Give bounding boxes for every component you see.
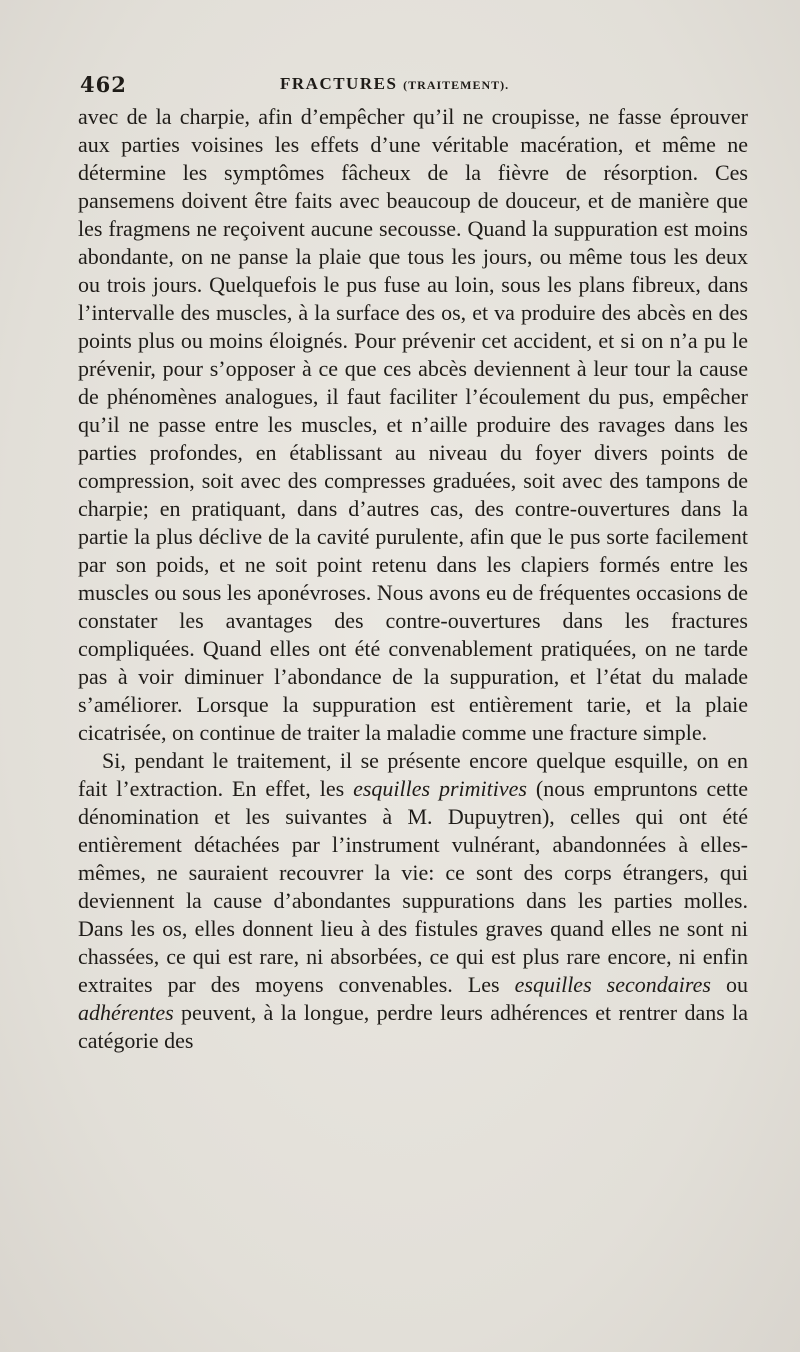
- italic-term: adhérentes: [78, 1000, 174, 1025]
- text-run: Si, pendant le traitement, il se présente encore quelque esquille, on en fait l’extraction. En effet, les: [78, 748, 748, 801]
- paragraph: [78, 103, 748, 747]
- text-run: (nous empruntons cette dénomination et les suivantes à M. Dupuytren), celles qui ont été entièrement détachées par l’instrument vulnérant, abandonnées à elles-mêmes, ne sauraient recouvrer la vie: ce sont des corps étrangers, qui deviennent la cause d’abondantes suppurations dans les parties molles. Dans les os, elles donnent lieu à des fistules graves quand elles ne sont ni chassées, ce qui est rare, ni absorbées, ce qui est plus rare encore, ni enfin extraites par des moyens convenables. Les: [78, 776, 748, 997]
- body-text: [78, 103, 748, 1055]
- page-number: 462: [80, 72, 127, 97]
- running-head: [280, 74, 509, 94]
- text-run: peuvent, à la longue, perdre leurs adhérences et rentrer dans la catégorie des: [78, 1000, 748, 1053]
- page-header: [80, 72, 746, 102]
- italic-term: esquilles primitives: [353, 776, 527, 801]
- text-run: avec de la charpie, afin d’empêcher qu’il ne croupisse, ne fasse éprouver aux parties voisines les effets d’une véritable macération, et même ne détermine les symptômes fâcheux de la fièvre de résorption. Ces pansemens doivent être faits avec beaucoup de douceur, et de manière que les fragmens ne reçoivent aucune secousse. Quand la suppuration est moins abondante, on ne panse la plaie que tous les jours, ou même tous les deux ou trois jours. Quelquefois le pus fuse au loin, sous les plans fibreux, dans l’intervalle des muscles, à la surface des os, et va produire des abcès en des points plus ou moins éloignés. Pour prévenir cet accident, et si on n’a pu le prévenir, pour s’opposer à ce que ces abcès deviennent à leur tour la cause de phénomènes analogues, il faut faciliter l’écoulement du pus, empêcher qu’il ne passe entre les muscles, et n’aille produire des ravages dans les parties profondes, en établissant au niveau du foyer divers points de compression, soit avec des compresses graduées, soit avec des tampons de charpie; en pratiquant, dans d’autres cas, des contre-ouvertures dans la partie la plus déclive de la cavité purulente, afin que le pus sorte facilement par son poids, et ne soit point retenu dans les clapiers formés entre les muscles ou sous les aponévroses. Nous avons eu de fréquentes occasions de constater les avantages des contre-ouvertures dans les fractures compliquées. Quand elles ont été convenablement pratiquées, on ne tarde pas à voir diminuer l’abondance de la suppuration, et l’état du malade s’améliorer. Lorsque la suppuration est entièrement tarie, et la plaie cicatrisée, on continue de traiter la maladie comme une fracture simple.: [78, 104, 748, 745]
- running-title: FRACTURES: [280, 74, 398, 93]
- italic-term: esquilles secondaires: [514, 972, 711, 997]
- paragraph: [78, 747, 748, 1055]
- text-run: ou: [710, 972, 748, 997]
- running-subtitle: (TRAITEMENT).: [403, 78, 510, 92]
